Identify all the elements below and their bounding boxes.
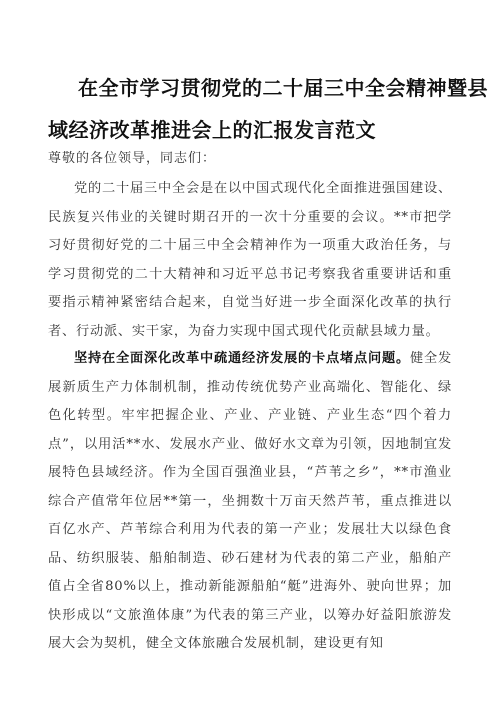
paragraph-2-text: 健全发展新质生产力体制机制，推动传统优势产业高端化、智能化、绿色化转型。牢牢把握企业、产业、产业链、产业生态“四个着力点”，以用活**水、发展水产业、做好水文章为引领，因地制宜发展特色县域经济。作为全国百强渔业县，“芦苇之乡”，**市渔业综合产值常年位居**第一，坐拥数十万亩天然芦苇，重点推进以百亿水产、芦苇综合利用为代表的第一产业；发展壮大以绿色食品、纺织服装、船舶制造、砂石建材为代表的第二产业，船舶产值占全省80%以上，推动新能源船舶“艇”进海外、驶向世界；加快形成以“文旅渔体康”为代表的第三产业，以筹办好益阳旅游发展大会为契机，健全文体旅融合发展机制，建设更有知 bbox=[48, 351, 453, 651]
document-title-line1: 在全市学习贯彻党的二十届三中全会精神暨县 bbox=[78, 76, 488, 100]
salutation: 尊敬的各位领导，同志们： bbox=[48, 151, 217, 166]
body-paragraph-1 bbox=[48, 175, 452, 346]
body-paragraph-2 bbox=[48, 345, 452, 659]
document-title-line2: 域经济改革推进会上的汇报发言范文 bbox=[48, 118, 376, 142]
paragraph-1-text: 党的二十届三中全会是在以中国式现代化全面推进强国建设、民族复兴伟业的关键时期召开的一次十分重要的会议。**市把学习好贯彻好党的二十届三中全会精神作为一项重大政治任务，与学习贯彻党的二十大精神和习近平总书记考察我省重要讲话和重要指示精神紧密结合起来，自觉当好进一步全面深化改革的执行者、行动派、实干家，为奋力实现中国式现代化贡献县域力量。 bbox=[48, 181, 452, 339]
paragraph-2-lead: 坚持在全面深化改革中疏通经济发展的卡点堵点问题。 bbox=[74, 351, 411, 366]
